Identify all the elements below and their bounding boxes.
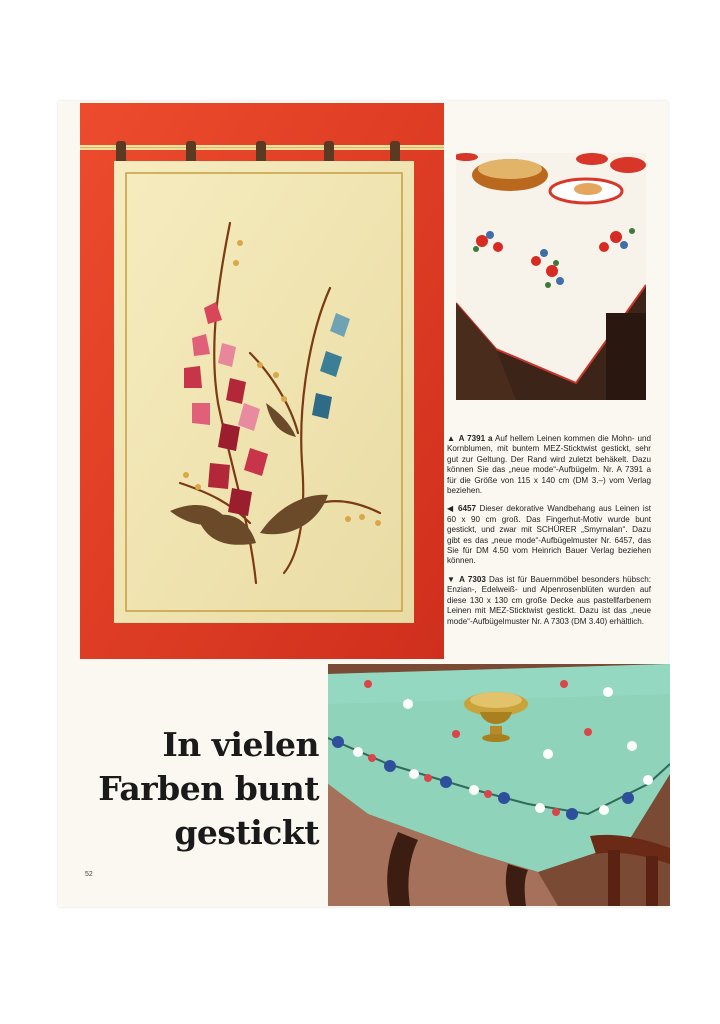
caption-text: Dieser dekorative Wandbehang aus Leinen ist 60 x 90 cm groß. Das Fingerhut-Motiv wurde bunt gestickt, und zwar mit SCHÜRER „Smyrnalan“. Dazu gibt es das „neue mode“-Aufbügelmuster Nr. 6457, das Sie für DM 4.50 vom Heinrich Bauer Verlag beziehen können. <box>447 504 652 566</box>
triangle-up-icon: ▲ <box>447 434 456 443</box>
caption-code: A 7303 <box>459 574 486 584</box>
wall-hanging-photo <box>80 103 444 659</box>
caption-code: 6457 <box>457 504 476 514</box>
print-speck <box>216 143 218 145</box>
triangle-left-icon: ◀ <box>447 504 455 514</box>
headline-line: gestickt <box>174 813 319 852</box>
headline-line: In vielen <box>162 725 319 764</box>
foxglove-wall-hanging-image <box>80 103 444 659</box>
captions-block <box>447 434 651 635</box>
alpine-tablecloth-photo <box>328 664 670 906</box>
alpine-tablecloth-image <box>328 664 670 906</box>
triangle-down-icon: ▼ <box>447 574 456 584</box>
caption-text: Auf hellem Leinen kommen die Mohn- und Kornblumen, mit buntem MEZ-Sticktwist gestickt, sehr gut zur Geltung. Der Rand wird zuletzt behäkelt. Dazu können Sie das „neue mode“-Aufbügelm. Nr. A 7391 a für die Größe von 115 x 140 cm (DM 3.–) vom Verlag beziehen. <box>447 434 651 496</box>
caption-6457 <box>447 504 651 566</box>
page-number: 52 <box>85 871 93 878</box>
poppy-tablecloth-photo <box>456 153 646 400</box>
headline-line: Farben bunt <box>98 769 319 808</box>
caption-a7303 <box>447 575 651 627</box>
headline <box>73 723 319 855</box>
poppy-tablecloth-image <box>456 153 646 400</box>
caption-a7391a <box>447 434 651 496</box>
caption-code: A 7391 a <box>458 434 493 443</box>
magazine-page <box>58 101 668 907</box>
caption-text: Das ist für Bauernmöbel besonders hübsch: Enzian-, Edelweiß- und Alpenrosenblüten wurden auf diese 130 x 130 cm große Decke aus pastellfarbenem Leinen mit MEZ-Sticktwist gestickt. Dazu ist das „neue mode“-Aufbügelmuster Nr. A 7303 (DM 3.40) erhältlich. <box>447 574 652 626</box>
